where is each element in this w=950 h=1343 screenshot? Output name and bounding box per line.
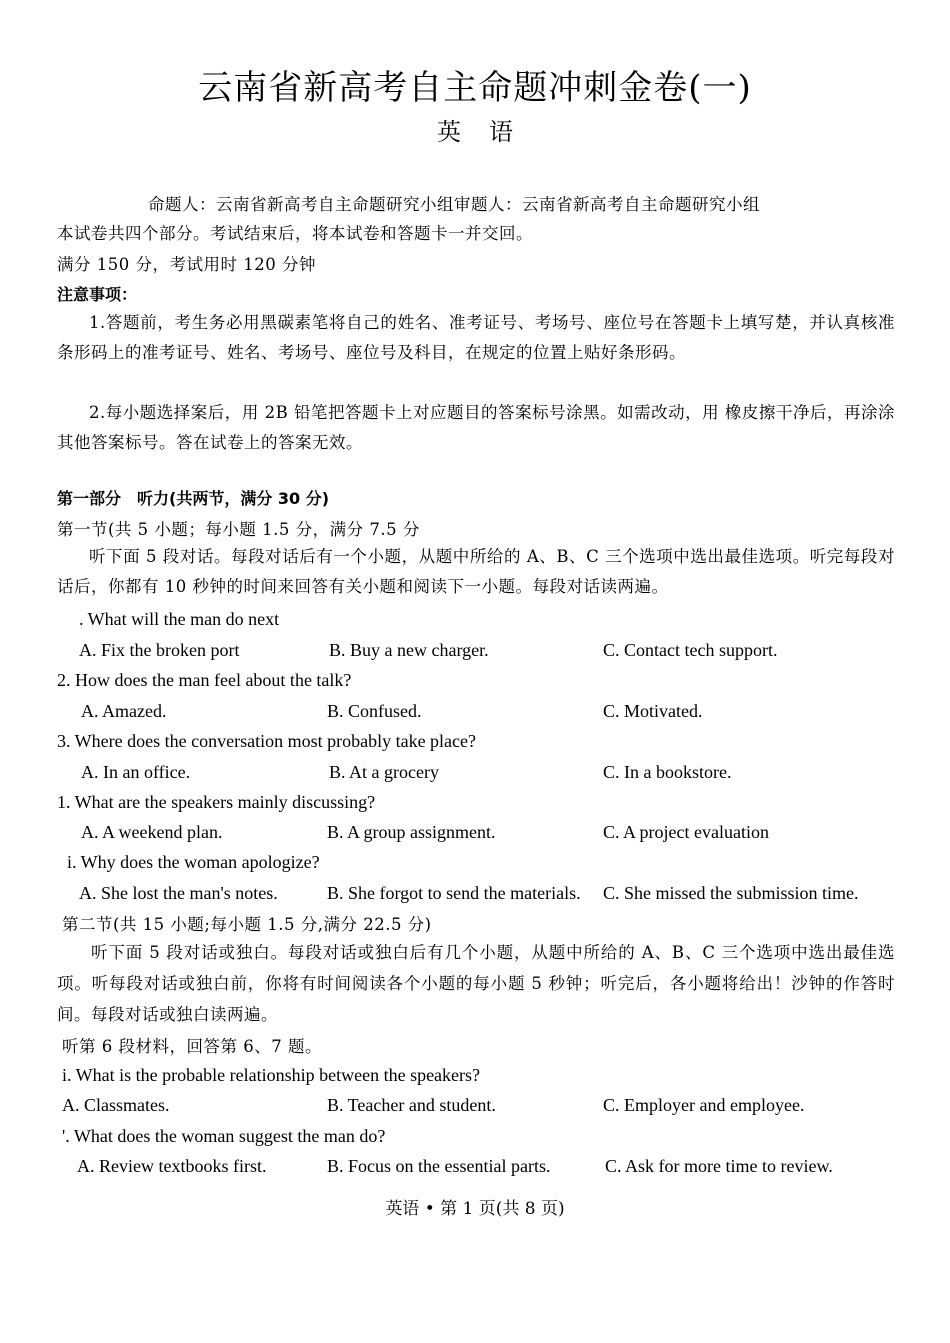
option-b: B. She forgot to send the materials. bbox=[327, 883, 581, 903]
option-a: A. She lost the man's notes. bbox=[79, 883, 278, 903]
notice-item-2: 2.每小题选择案后，用 2B 铅笔把答题卡上对应题目的答案标号涂黑。如需改动，用 橡皮擦干净后，再涂涂其他答案标号。答在试卷上的答案无效。 bbox=[57, 403, 895, 452]
option-c: C. Motivated. bbox=[603, 701, 703, 721]
question-text: . What will the man do next bbox=[79, 609, 280, 629]
option-a: A. Classmates. bbox=[62, 1095, 170, 1115]
option-a: A. Fix the broken port bbox=[79, 640, 240, 660]
page-footer: 英语 • 第 1 页(共 8 页) bbox=[385, 1199, 565, 1219]
question-text: 2. How does the man feel about the talk? bbox=[57, 670, 352, 690]
option-c: C. In a bookstore. bbox=[603, 762, 732, 782]
question-text: i. What is the probable relationship between the speakers? bbox=[62, 1065, 481, 1085]
option-a: A. Amazed. bbox=[81, 701, 167, 721]
exam-title: 云南省新高考自主命题冲刺金卷(一) bbox=[198, 68, 752, 108]
section1-heading: 第一节(共 5 小题；每小题 1.5 分，满分 7.5 分 bbox=[57, 520, 420, 539]
question-text: '. What does the woman suggest the man do? bbox=[62, 1126, 386, 1146]
section2-heading: 第二节(共 15 小题;每小题 1.5 分,满分 22.5 分) bbox=[62, 915, 432, 934]
question-text: 3. Where does the conversation most probably take place? bbox=[57, 731, 477, 751]
material-6-line: 听第 6 段材料，回答第 6、7 题。 bbox=[62, 1037, 322, 1056]
option-c: C. She missed the submission time. bbox=[603, 883, 859, 903]
option-c: C. Ask for more time to review. bbox=[605, 1156, 833, 1176]
option-c: C. A project evaluation bbox=[603, 822, 769, 842]
notice-item-1: 1.答题前，考生务必用黑碳素笔将自己的姓名、准考证号、考场号、座位号在答题卡上填写楚，并认真核准条形码上的准考证号、姓名、考场号、座位号及科目，在规定的位置上贴好条形码。 bbox=[57, 313, 895, 362]
option-b: B. Focus on the essential parts. bbox=[327, 1156, 551, 1176]
option-a: A. Review textbooks first. bbox=[77, 1156, 267, 1176]
section1-instructions: 听下面 5 段对话。每段对话后有一个小题，从题中所给的 A、B、C 三个选项中选出最佳选项。听完每段对话后，你都有 10 秒钟的时间来回答有关小题和阅读下一小题。每段对话读两遍。 bbox=[57, 547, 895, 596]
option-b: B. Confused. bbox=[327, 701, 422, 721]
intro-line: 本试卷共四个部分。考试结束后，将本试卷和答题卡一并交回。 bbox=[57, 224, 533, 243]
question-text: 1. What are the speakers mainly discussing? bbox=[57, 792, 376, 812]
authors-line: 命题人：云南省新高考自主命题研究小组审题人：云南省新高考自主命题研究小组 bbox=[148, 195, 760, 214]
option-a: A. In an office. bbox=[81, 762, 191, 782]
option-b: B. Buy a new charger. bbox=[329, 640, 489, 660]
question-text: i. Why does the woman apologize? bbox=[67, 852, 320, 872]
option-b: B. A group assignment. bbox=[327, 822, 496, 842]
score-time-line: 满分 150 分，考试用时 120 分钟 bbox=[57, 255, 316, 274]
subject-label: 英语 bbox=[437, 118, 541, 146]
option-c: C. Contact tech support. bbox=[603, 640, 778, 660]
section2-instructions: 听下面 5 段对话或独白。每段对话或独白后有几个小题，从题中所给的 A、B、C 三个选项中选出最佳选项。听每段对话或独白前，你将有时间阅读各个小题的每小题 5 秒钟；听完后，各小题将给出！沙钟的作答时间。每段对话或独白读两遍。 bbox=[57, 943, 895, 1024]
option-a: A. A weekend plan. bbox=[81, 822, 223, 842]
option-c: C. Employer and employee. bbox=[603, 1095, 805, 1115]
notice-heading: 注意事项： bbox=[57, 285, 138, 304]
option-b: B. Teacher and student. bbox=[327, 1095, 496, 1115]
part1-heading: 第一部分 听力(共两节，满分 30 分) bbox=[57, 489, 330, 508]
option-b: B. At a grocery bbox=[329, 762, 439, 782]
